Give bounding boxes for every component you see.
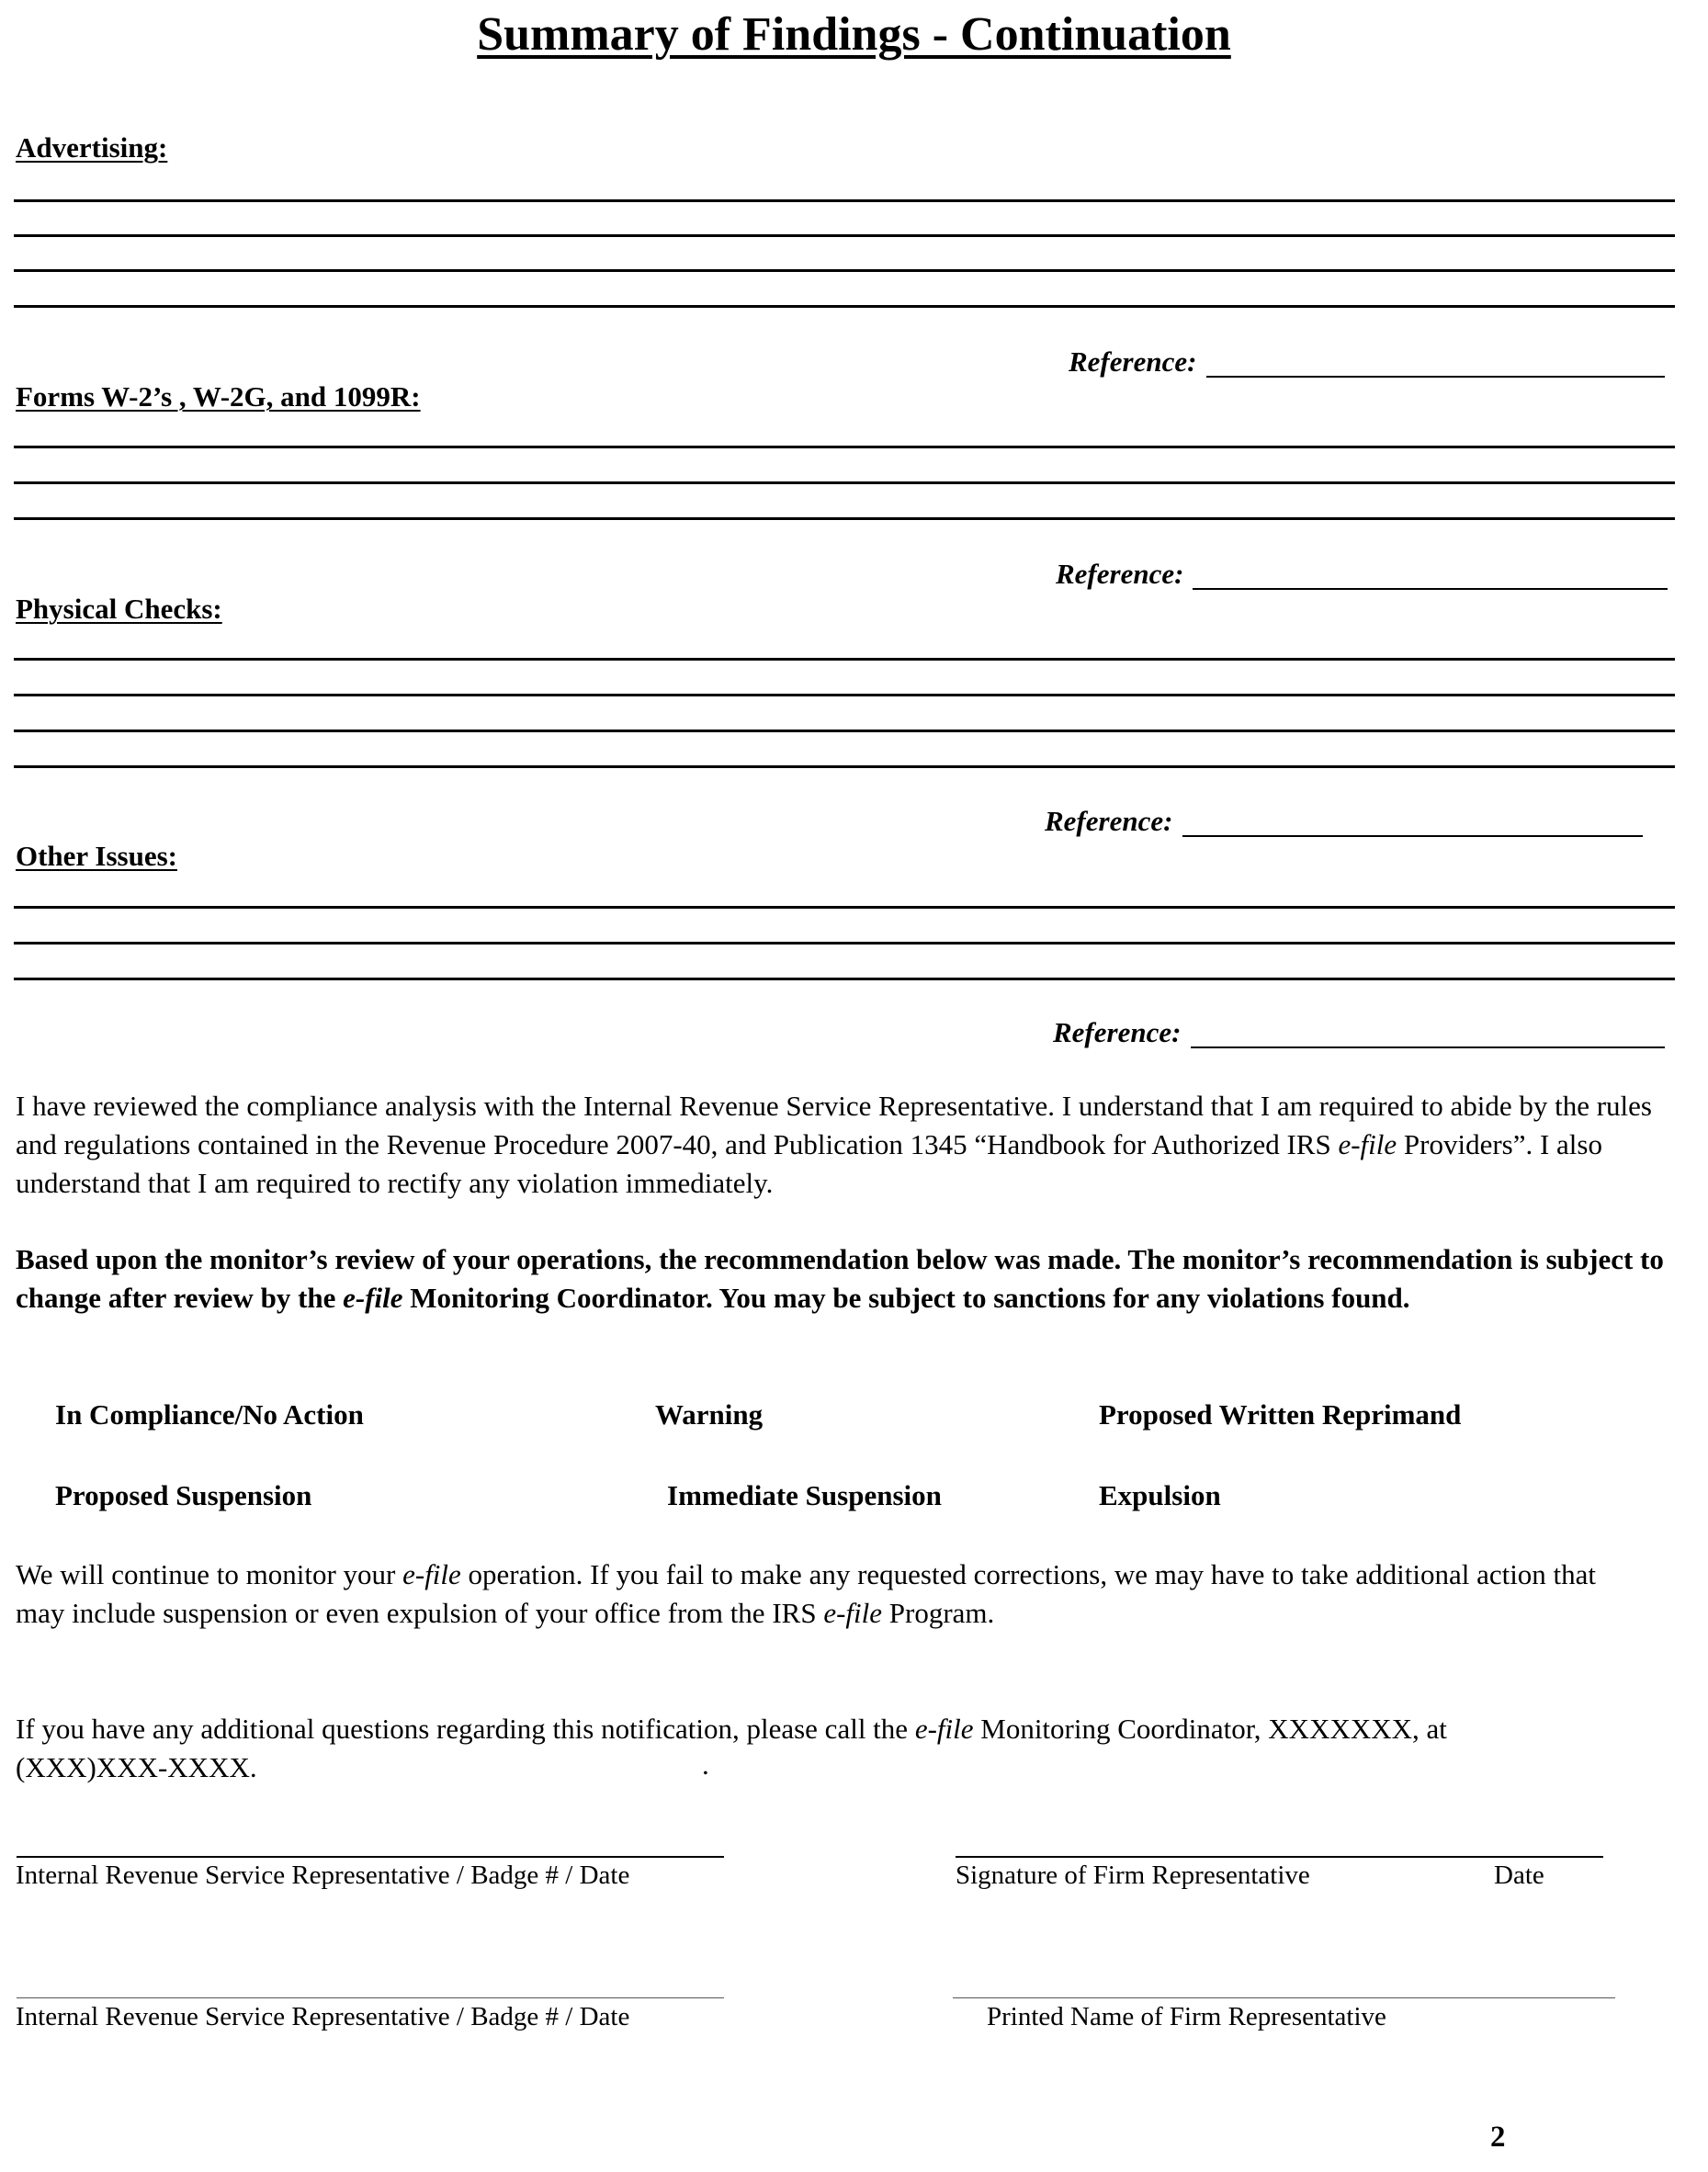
page-title: Summary of Findings - Continuation <box>477 8 1231 61</box>
forms-line-2[interactable] <box>14 481 1675 484</box>
reference-field-forms[interactable] <box>1193 588 1668 590</box>
page-number: 2 <box>1490 2121 1506 2154</box>
irs-rep-signature-line-1[interactable] <box>17 1856 724 1858</box>
option-proposed-suspension[interactable]: Proposed Suspension <box>55 1479 312 1511</box>
recommendation-text-2: Monitoring Coordinator. You may be subject to sanctions for any violations found. <box>402 1282 1410 1314</box>
physical-checks-line-4[interactable] <box>14 765 1675 768</box>
advertising-line-4[interactable] <box>14 305 1675 308</box>
firm-signature-line[interactable] <box>956 1856 1603 1858</box>
monitoring-notice <box>16 1555 1651 1633</box>
option-proposed-written-reprimand[interactable]: Proposed Written Reprimand <box>1099 1398 1462 1431</box>
forms-line-1[interactable] <box>14 446 1675 448</box>
efile-term: e-file <box>823 1597 882 1629</box>
physical-checks-line-2[interactable] <box>14 694 1675 696</box>
contact-text-1: If you have any additional questions regarding this notification, please call the <box>16 1713 915 1745</box>
option-immediate-suspension[interactable]: Immediate Suspension <box>667 1479 942 1511</box>
contact-text-2: Monitoring Coordinator, XXXXXXX, at (XXX)XXX-XXXX. <box>16 1713 1447 1783</box>
monitoring-text-3: Program. <box>882 1597 995 1629</box>
other-issues-line-2[interactable] <box>14 942 1675 945</box>
reference-label-physical-checks: Reference: <box>1045 805 1173 837</box>
section-label-forms-w2: Forms W-2’s , W-2G, and 1099R: <box>16 380 421 413</box>
efile-term: e-file <box>1338 1128 1397 1160</box>
section-label-physical-checks: Physical Checks: <box>16 593 222 625</box>
firm-printed-name-line[interactable] <box>953 1997 1615 1998</box>
irs-rep-label-1: Internal Revenue Service Representative / Badge # / Date <box>16 1861 630 1890</box>
recommendation-notice <box>16 1240 1697 1318</box>
efile-term: e-file <box>402 1558 461 1590</box>
acknowledgement-paragraph <box>16 1087 1697 1203</box>
reference-field-physical-checks[interactable] <box>1182 835 1643 837</box>
reference-field-other-issues[interactable] <box>1191 1046 1665 1048</box>
acknowledgement-text-1: I have reviewed the compliance analysis with the Internal Revenue Service Representative. I understand that I am required to abide by the rules and regulations contained in the Revenue Procedure 2007-40, and Publication 1345 “Handbook for Authorized IRS <box>16 1090 1652 1160</box>
reference-label-forms: Reference: <box>1056 558 1184 590</box>
firm-date-label: Date <box>1494 1861 1544 1890</box>
recommendation-text-1: Based upon the monitor’s review of your operations, the recommendation below was made. The monitor’s recommendation is subject to change after review by the <box>16 1243 1664 1314</box>
contact-notice <box>16 1710 1559 1787</box>
reference-label-other-issues: Reference: <box>1053 1016 1182 1048</box>
firm-signature-label: Signature of Firm Representative <box>956 1861 1310 1890</box>
forms-line-3[interactable] <box>14 517 1675 520</box>
advertising-line-2[interactable] <box>14 234 1675 237</box>
advertising-line-3[interactable] <box>14 269 1675 272</box>
efile-term: e-file <box>343 1282 403 1314</box>
physical-checks-line-3[interactable] <box>14 730 1675 732</box>
other-issues-line-1[interactable] <box>14 906 1675 909</box>
reference-label-advertising: Reference: <box>1069 345 1197 378</box>
irs-rep-label-2: Internal Revenue Service Representative / Badge # / Date <box>16 2002 630 2031</box>
other-issues-line-3[interactable] <box>14 978 1675 980</box>
firm-printed-name-label: Printed Name of Firm Representative <box>987 2002 1386 2031</box>
monitoring-text-1: We will continue to monitor your <box>16 1558 403 1590</box>
irs-rep-signature-line-2[interactable] <box>17 1997 724 1998</box>
monitoring-text-2: operation. If you fail to make any requested corrections, we may have to take additional action that may include suspension or even expulsion of your office from the IRS <box>16 1558 1597 1629</box>
section-label-other-issues: Other Issues: <box>16 840 177 872</box>
section-label-advertising: Advertising: <box>16 131 168 164</box>
option-in-compliance[interactable]: In Compliance/No Action <box>55 1398 364 1431</box>
option-warning[interactable]: Warning <box>655 1398 764 1431</box>
advertising-line-1[interactable] <box>14 199 1675 202</box>
efile-term: e-file <box>914 1713 974 1745</box>
option-expulsion[interactable]: Expulsion <box>1099 1479 1221 1511</box>
reference-field-advertising[interactable] <box>1206 376 1665 378</box>
stray-period: . <box>702 1748 709 1781</box>
physical-checks-line-1[interactable] <box>14 658 1675 661</box>
acknowledgement-text-2: Providers”. I also understand that I am required to rectify any violation immediately. <box>16 1128 1602 1199</box>
